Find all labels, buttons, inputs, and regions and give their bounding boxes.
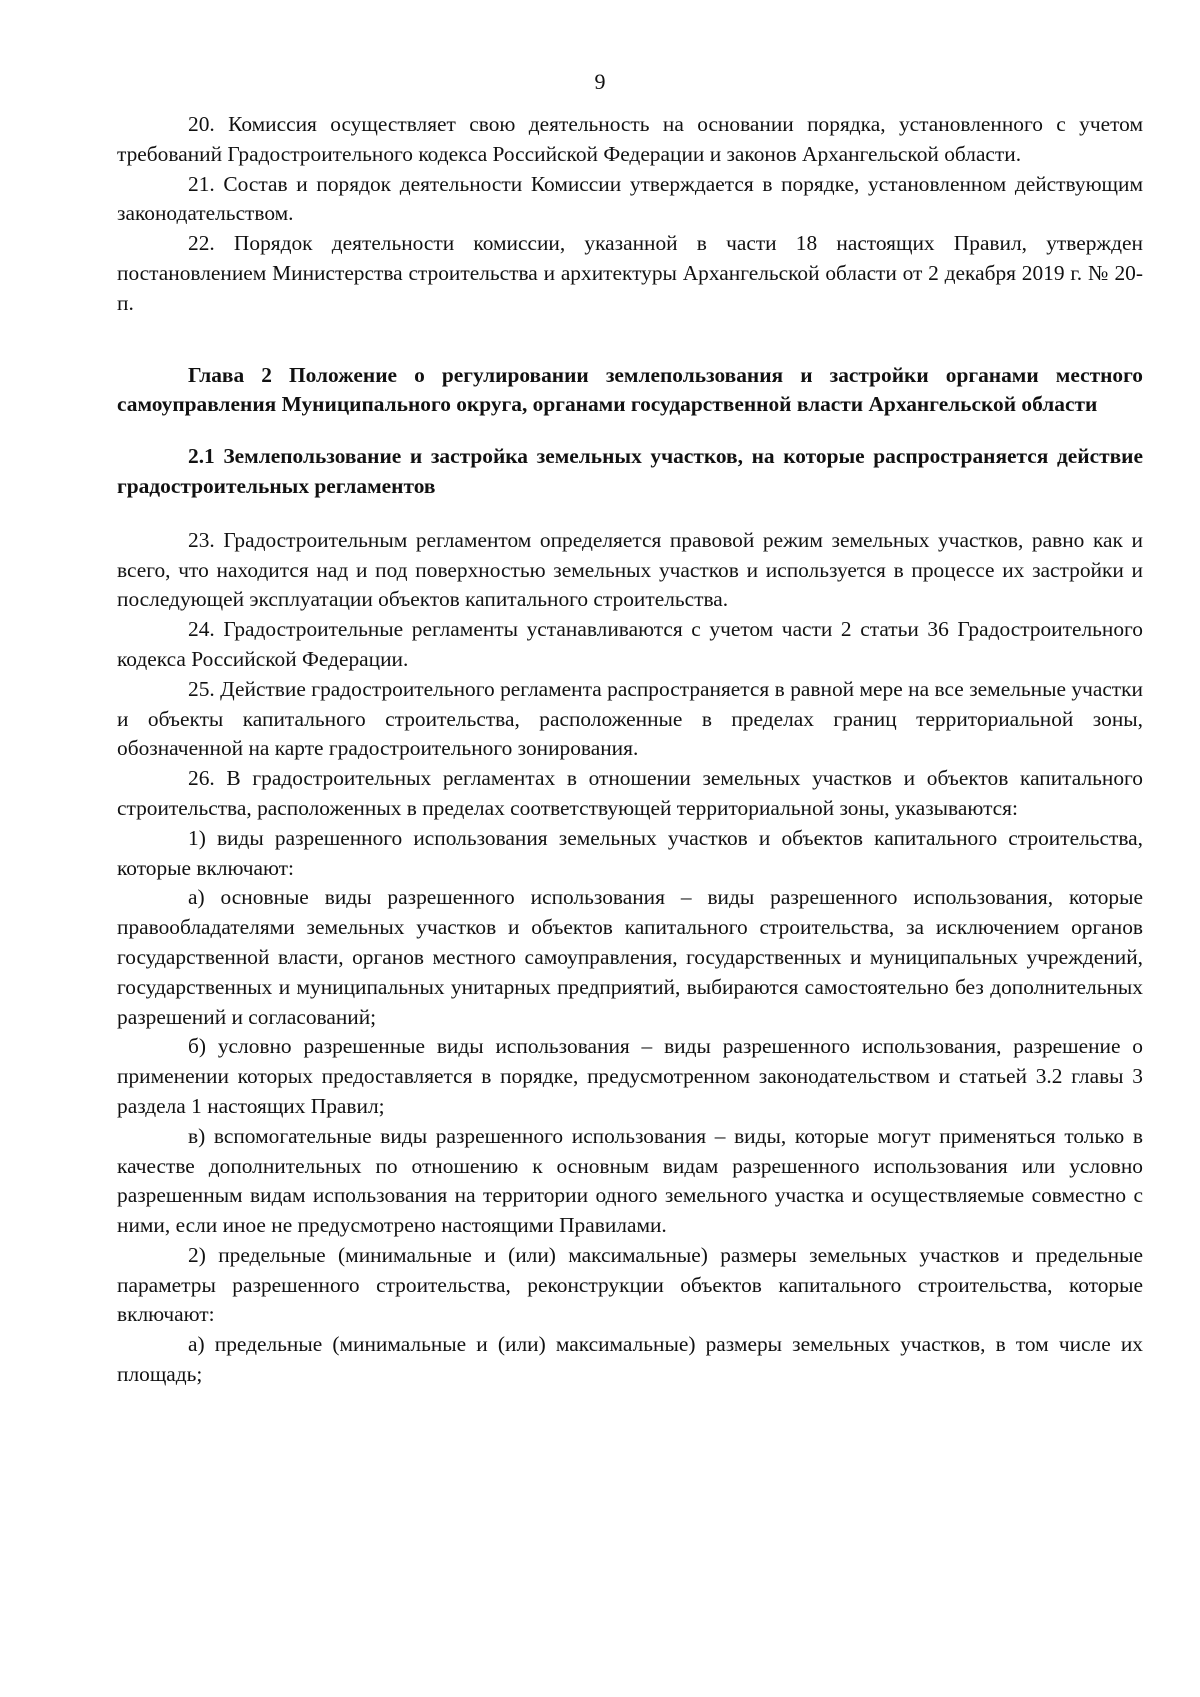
spacer xyxy=(117,420,1143,442)
list-item-1b: б) условно разрешенные виды использования – виды разрешенного использования, разрешение о применении которых предоставляется в порядке, предусмотренном законодательством и статьей 3.2 главы 3 раздела 1 настоящих Правил; xyxy=(117,1034,1143,1118)
paragraph-24: 24. Градостроительные регламенты устанавливаются с учетом части 2 статьи 36 Градостроительного кодекса Российской Федерации. xyxy=(117,617,1143,671)
list-item-2: 2) предельные (минимальные и (или) максимальные) размеры земельных участков и предельные параметры разрешенного строительства, реконструкции объектов капитального строительства, которые включают: xyxy=(117,1242,1143,1327)
paragraph-26: 26. В градостроительных регламентах в отношении земельных участков и объектов капитального строительства, расположенных в пределах соответствующей территориальной зоны, указываются: xyxy=(117,766,1143,820)
paragraph-20: 20. Комиссия осуществляет свою деятельность на основании порядка, установленного с учетом требований Градостроительного кодекса Российской Федерации и законов Архангельской области. xyxy=(117,112,1143,166)
list-item-1: 1) виды разрешенного использования земельных участков и объектов капитального строительства, которые включают: xyxy=(117,825,1143,880)
chapter-heading: Глава 2 Положение о регулировании землепользования и застройки органами местного самоуправления Муниципального округа, органами государственной власти Архангельской области xyxy=(117,362,1143,417)
document-body xyxy=(117,110,1143,1390)
section-heading: 2.1 Землепользование и застройка земельных участков, на которые распространяется действие градостроительных регламентов xyxy=(117,444,1143,498)
list-item-1a: а) основные виды разрешенного использования – виды разрешенного использования, которые правообладателями земельных участков и объектов капитального строительства, за исключением органов государственной власти, органов местного самоуправления, государственных и муниципальных учреждений, государственных и муниципальных унитарных предприятий, выбираются самостоятельно без дополнительных разрешений и согласований; xyxy=(117,885,1143,1029)
paragraph-22: 22. Порядок деятельности комиссии, указанной в части 18 настоящих Правил, утвержден постановлением Министерства строительства и архитектуры Архангельской области от 2 декабря 2019 г. № 20-п. xyxy=(117,231,1143,315)
list-item-2a: а) предельные (минимальные и (или) максимальные) размеры земельных участков, в том числе их площадь; xyxy=(117,1332,1143,1387)
page-number: 9 xyxy=(594,69,606,94)
list-item-1c: в) вспомогательные виды разрешенного использования – виды, которые могут применяться только в качестве дополнительных по отношению к основным видам разрешенного использования или условно разрешенным видам использования на территории одного земельного участка и осуществляемые совместно с ними, если иное не предусмотрено настоящими Правилами. xyxy=(117,1123,1143,1238)
paragraph-25: 25. Действие градостроительного регламента распространяется в равной мере на все земельные участки и объекты капитального строительства, расположенные в пределах границ территориальной зоны, обозначенной на карте градостроительного зонирования. xyxy=(117,676,1143,761)
paragraph-23: 23. Градостроительным регламентом определяется правовой режим земельных участков, равно как и всего, что находится над и под поверхностью земельных участков и используется в процессе их застройки и последующей эксплуатации объектов капитального строительства. xyxy=(117,527,1143,612)
spacer xyxy=(117,502,1143,526)
paragraph-21: 21. Состав и порядок деятельности Комиссии утверждается в порядке, установленном действующим законодательством. xyxy=(117,171,1143,226)
spacer xyxy=(117,319,1143,361)
